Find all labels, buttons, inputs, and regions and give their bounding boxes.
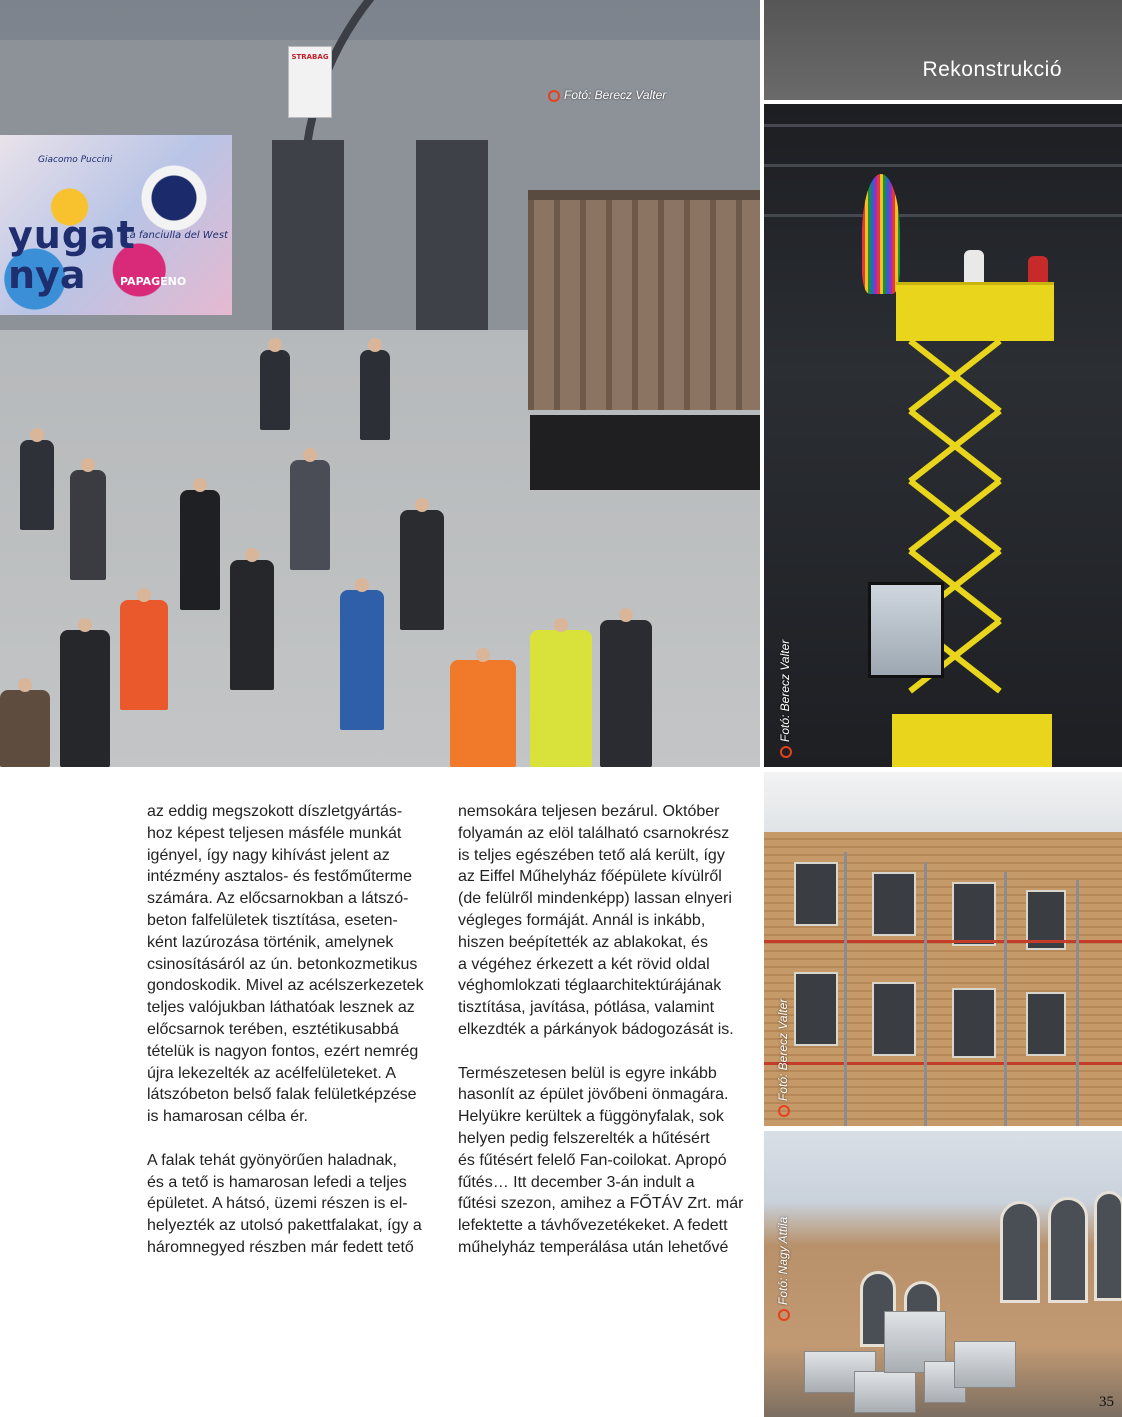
- person: [530, 630, 592, 767]
- person: [180, 490, 220, 610]
- person: [60, 630, 110, 767]
- credit-ring-icon: [778, 1309, 790, 1321]
- paragraph: Természetesen belül is egyre inkább hasonlít az épület jövőbeni önmagára. Helyükre kerültek a függönyfalak, sok helyen pedig felszerelték a hűtésért és fűtésért felelő Fan-coilokat. Apropó fűtés… Itt december 3-án indult a fűtési szezon, amihez a FŐTÁV Zrt. már lefektette a távhővezetékeket. A fedett műhelyház temperálása után lehetővé: [458, 1064, 744, 1256]
- photo-credit-facade1: [776, 999, 790, 1117]
- arched-window: [1000, 1201, 1040, 1303]
- person: [450, 660, 516, 767]
- person: [230, 560, 274, 690]
- brick-facade-scaffolding-photo: [764, 772, 1122, 1126]
- article-column-left: [147, 801, 437, 1281]
- wall-opening: [272, 140, 344, 330]
- wall-opening: [416, 140, 488, 330]
- window: [1026, 992, 1066, 1056]
- person: [290, 460, 330, 570]
- person: [20, 440, 54, 530]
- arched-window: [1048, 1197, 1088, 1303]
- roof-beam: [764, 124, 1122, 127]
- banner-composer: Giacomo Puccini: [38, 155, 113, 165]
- paragraph: az eddig megszokott díszletgyártás- hoz képest teljesen másféle munkát igényel, így nagy kihívást jelent az intézmény asztalos- és festőműterme számára. Az előcsarnokban a látszó- beton falfelületek tisztítása, eseten- ként lazúrozása történik, amelynek csinosításáról az ún. betonkozmetikus gondoskodik. Mivel az acélszerkezetek teljes valójukban láthatóak lesznek az előcsarnok terében, esztétikusabbá tételük is nagyon fontos, ezért nemrég újra lekezelték az acélfelületeket. A látszóbeton belső falak felületképzése is hamarosan célba ér.: [147, 803, 424, 1126]
- person: [0, 690, 50, 767]
- photo-credit-facade2: [776, 1217, 790, 1321]
- lift-scissor: [906, 410, 996, 480]
- paragraph: nemsokára teljesen bezárul. Október folyamán az elöl található csarnokrész is teljes egészében tető alá került, így az Eiffel Műhelyház főépülete kívülről (de felülről mindenképp) lassan elnyeri végleges formáját. Annál is inkább, hiszen beépítették az ablakokat, és a végéhez érkezett a két rövid oldal véghomlokzati téglaarchitektúrájának tisztítása, javítása, pótlása, valamint elkezdték a párkányok bádogozását is.: [458, 803, 734, 1038]
- scaffold-rail: [764, 1062, 1122, 1065]
- scaffold-post: [844, 852, 847, 1126]
- opera-banner: [0, 135, 232, 315]
- ceremony-photo: [0, 0, 760, 767]
- section-header-band: [764, 0, 1122, 100]
- photo-credit-lift: [778, 640, 792, 758]
- credit-text: Fotó: Berecz Valter: [778, 639, 792, 742]
- flag-text: STRABAG: [291, 53, 329, 61]
- credit-ring-icon: [780, 746, 792, 758]
- banner-title-line2: nya: [8, 253, 86, 297]
- air-duct: [854, 1371, 916, 1413]
- credit-ring-icon: [778, 1105, 790, 1117]
- photo-credit-main: [548, 88, 666, 102]
- brick-building-exterior-photo: [764, 1131, 1122, 1417]
- banner-partner: PAPAGENO: [120, 275, 187, 288]
- person: [260, 350, 290, 430]
- scaffold-post: [1076, 880, 1079, 1126]
- window: [872, 982, 916, 1056]
- person: [360, 350, 390, 440]
- banner-title-line1: yugat: [8, 213, 136, 257]
- banner-subtitle: La fanciulla del West: [124, 230, 228, 241]
- person: [340, 590, 384, 730]
- steel-arch: [300, 0, 760, 188]
- lift-base: [892, 714, 1052, 767]
- credit-ring-icon: [548, 90, 560, 102]
- lift-scissor: [906, 480, 996, 550]
- lift-platform: [896, 282, 1054, 341]
- window: [952, 882, 996, 946]
- person: [600, 620, 652, 767]
- window: [794, 862, 838, 926]
- paragraph: A falak tehát gyönyörűen haladnak, és a tető is hamarosan lefedi a teljes épületet. A hátsó, üzemi részen is el- helyezték az utolsó pakettfalakat, így a háromnegyed részben már fedett tető: [147, 1151, 422, 1256]
- person: [120, 600, 168, 710]
- credit-text: Fotó: Nagy Attila: [776, 1216, 790, 1305]
- article-column-right: [458, 801, 753, 1281]
- credit-text: Fotó: Berecz Valter: [776, 998, 790, 1101]
- strabag-flag: [288, 46, 332, 118]
- credit-text: Fotó: Berecz Valter: [564, 88, 667, 102]
- lift-scissor: [906, 340, 996, 410]
- person: [400, 510, 444, 630]
- person: [70, 470, 106, 580]
- air-duct: [954, 1341, 1016, 1388]
- crowd: [0, 330, 700, 767]
- ribbon-wreath: [862, 174, 900, 294]
- arched-window: [1094, 1191, 1122, 1301]
- hall-window: [868, 582, 944, 678]
- scaffold-post: [1004, 872, 1007, 1126]
- roof-beam: [764, 164, 1122, 167]
- scaffold-post: [924, 862, 927, 1126]
- section-title: Rekonstrukció: [922, 58, 1062, 81]
- scaffold-rail: [764, 940, 1122, 943]
- roof-beam: [764, 214, 1122, 217]
- window: [952, 988, 996, 1058]
- window: [872, 872, 916, 936]
- page-number: 35: [1099, 1394, 1114, 1410]
- scissor-lift-photo: [764, 104, 1122, 767]
- window: [794, 972, 838, 1046]
